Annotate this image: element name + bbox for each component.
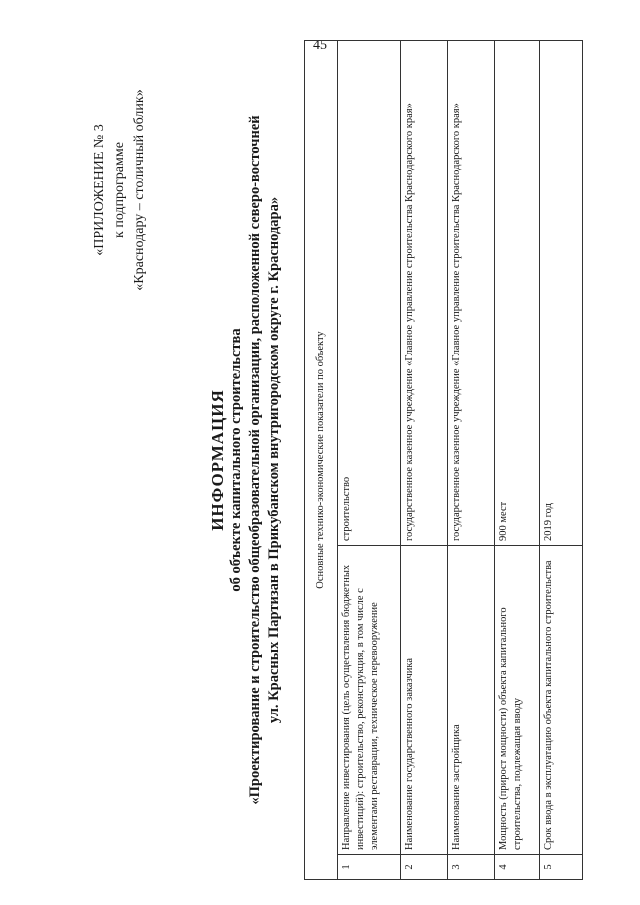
row-indicator-value: 900 мест — [495, 41, 540, 546]
row-indicator-value: государственное казенное учреждение «Главное управление строительства Краснодарского края» — [448, 41, 495, 546]
row-number: 2 — [401, 855, 448, 880]
row-indicator-name: Направление инвестирования (цель осуществления бюджетных инвестиций): строительство, реконструкция, в том числе с элементами реставрации, техническое перевооружение — [338, 546, 401, 855]
appendix-note — [90, 65, 150, 315]
table-row — [338, 41, 401, 880]
row-number: 4 — [495, 855, 540, 880]
row-number: 3 — [448, 855, 495, 880]
row-number: 5 — [540, 855, 583, 880]
indicators-table — [304, 40, 583, 880]
appendix-line-1: «ПРИЛОЖЕНИЕ № 3 — [92, 124, 107, 256]
document-title: ИНФОРМАЦИЯ — [208, 389, 227, 531]
row-indicator-name: Мощность (прирост мощности) объекта капитального строительства, подлежащая вводу — [495, 546, 540, 855]
row-indicator-name: Наименование застройщика — [448, 546, 495, 855]
object-name-line-1: «Проектирование и строительство общеобразовательной организации, расположенной северо-восточней — [247, 115, 263, 805]
appendix-line-3: «Краснодару – столичный облик» — [132, 89, 147, 291]
object-name-line-2: ул. Красных Партизан в Прикубанском внутригородском округе г. Краснодара» — [266, 196, 282, 724]
row-indicator-value: государственное казенное учреждение «Главное управление строительства Краснодарского края» — [401, 41, 448, 546]
table-header: Основные технико-экономические показатели по объекту — [305, 41, 338, 880]
document-subtitle: об объекте капитального строительства — [228, 328, 244, 592]
row-indicator-value: 2019 год — [540, 41, 583, 546]
table-row — [448, 41, 495, 880]
table-row — [401, 41, 448, 880]
row-indicator-name: Наименование государственного заказчика — [401, 546, 448, 855]
page-number: 45 — [313, 38, 327, 53]
table-row — [495, 41, 540, 880]
landscape-sheet — [90, 40, 590, 880]
table-row — [540, 41, 583, 880]
document-heading — [208, 40, 284, 880]
row-number: 1 — [338, 855, 401, 880]
row-indicator-name: Срок ввода в эксплуатацию объекта капитального строительства — [540, 546, 583, 855]
appendix-line-2: к подпрограмме — [112, 142, 127, 238]
row-indicator-value: строительство — [338, 41, 401, 546]
